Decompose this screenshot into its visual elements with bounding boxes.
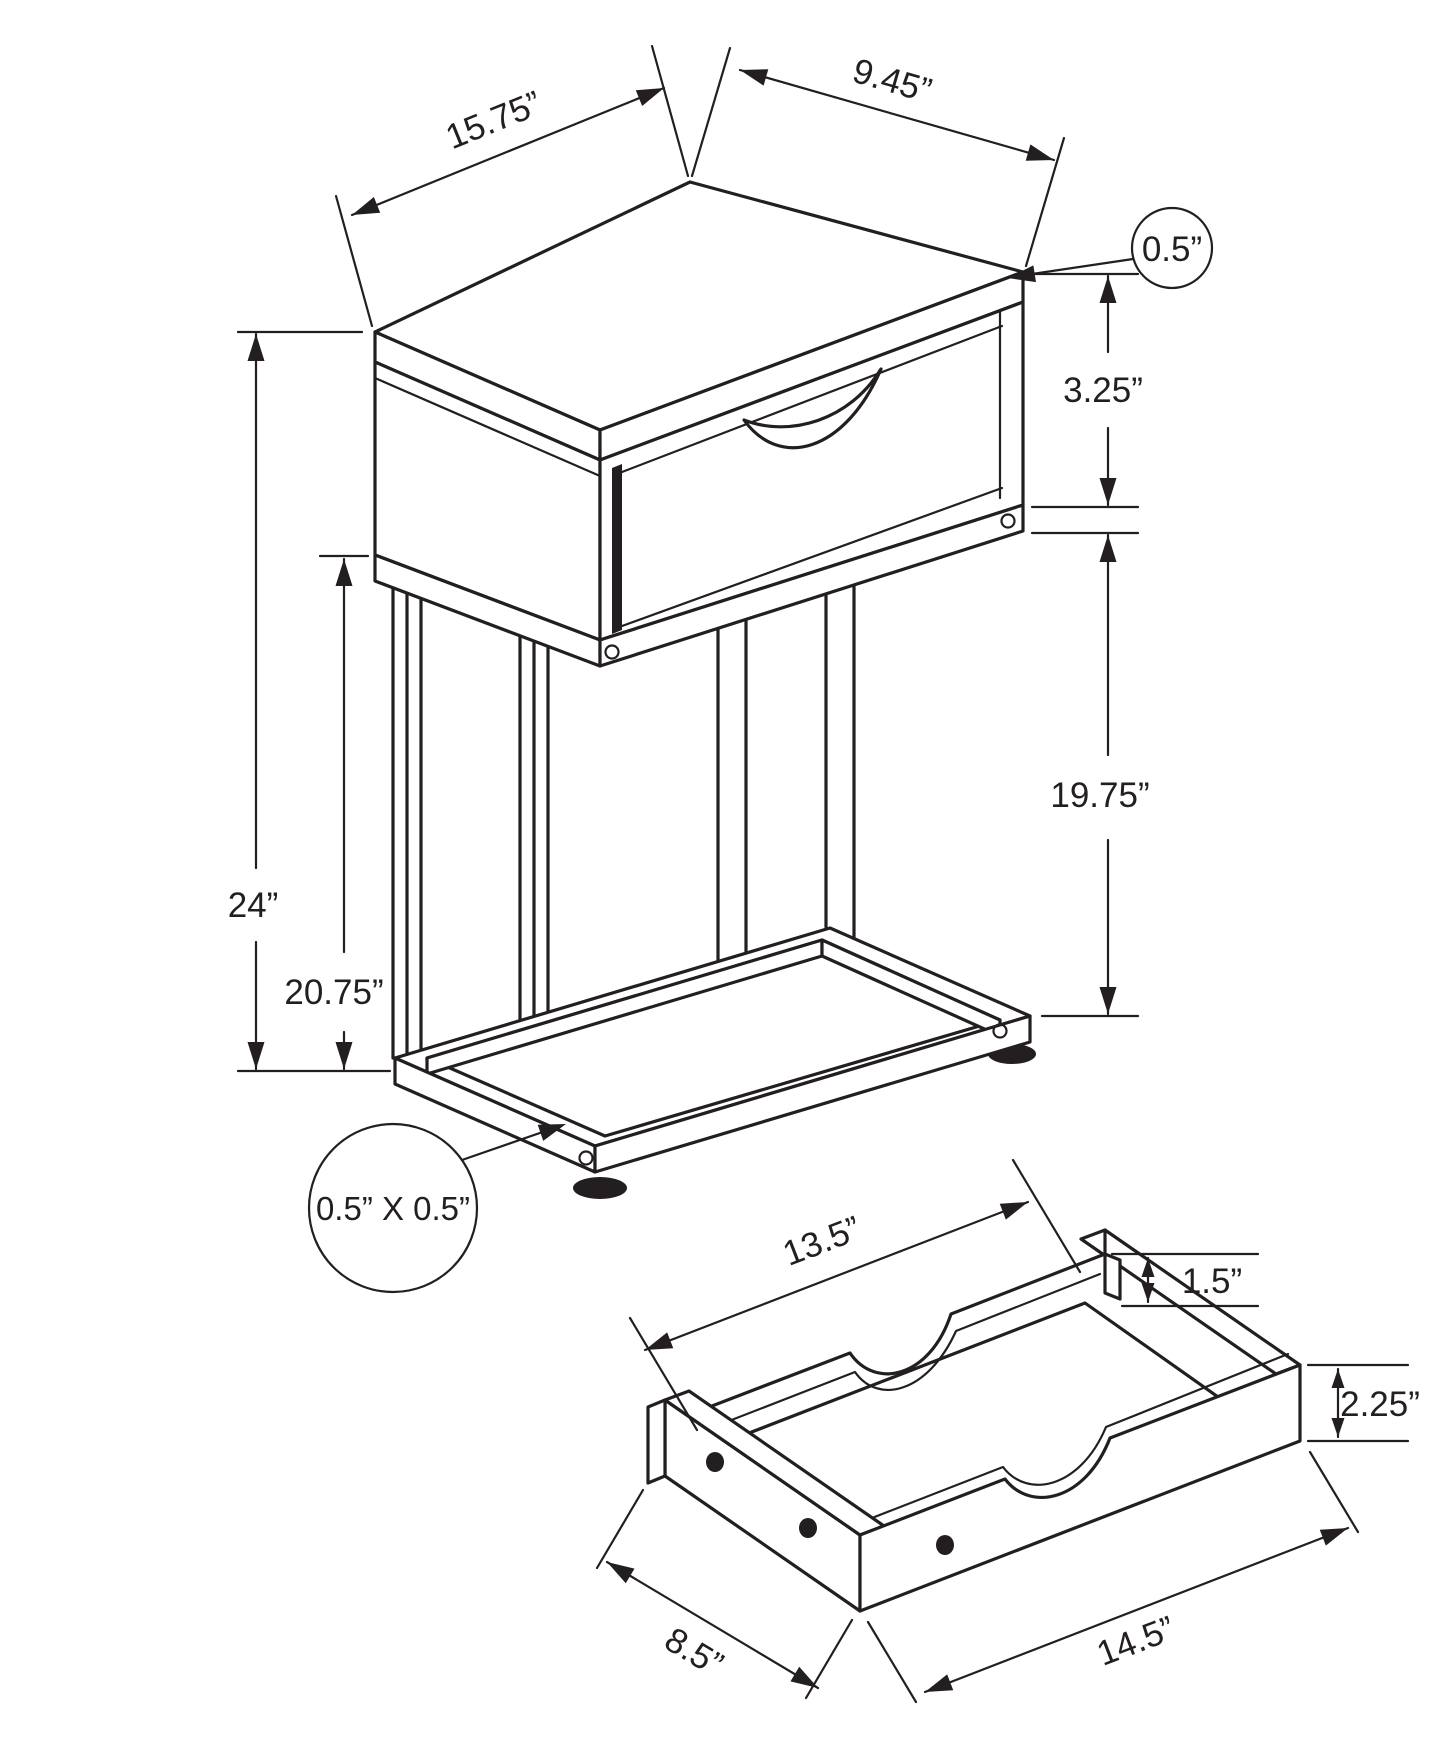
- dim-label-top-thickness: 0.5”: [1141, 230, 1203, 269]
- screw-icon: [936, 1535, 954, 1555]
- table-isometric-drawing: [375, 182, 1036, 1199]
- drawer-gap: [612, 464, 622, 634]
- dimension-overall-height: [228, 332, 390, 1071]
- dim-label-drawer-housing-height: 3.25”: [1063, 371, 1143, 410]
- dim-label-drawer-outer-length: 14.5”: [1091, 1608, 1181, 1674]
- dim-label-drawer-back-height: 1.5”: [1181, 1262, 1243, 1301]
- dimension-under-clearance: [1032, 533, 1150, 1016]
- dim-label-drawer-front-height: 2.25”: [1340, 1385, 1420, 1424]
- dim-label-drawer-inner-length: 13.5”: [777, 1208, 867, 1274]
- screw-icon: [706, 1452, 724, 1472]
- dimension-drawer-front-height: [1308, 1365, 1420, 1441]
- callout-top-thickness: [1007, 208, 1212, 288]
- dim-label-top-length: 15.75”: [440, 83, 548, 158]
- dim-label-overall-height: 24”: [227, 886, 279, 925]
- dim-label-frame-height: 20.75”: [284, 973, 384, 1012]
- dim-label-under-clearance: 19.75”: [1050, 776, 1150, 815]
- dim-label-drawer-depth: 8.5”: [658, 1619, 730, 1685]
- table-base-tray: [395, 928, 1030, 1172]
- screw-icon: [799, 1518, 817, 1538]
- dimension-drawer-housing-height: [1032, 274, 1143, 507]
- dimension-frame-height: [284, 556, 383, 1069]
- dim-label-top-depth: 9.45”: [848, 51, 936, 111]
- dim-label-tube-size: 0.5” X 0.5”: [315, 1190, 471, 1227]
